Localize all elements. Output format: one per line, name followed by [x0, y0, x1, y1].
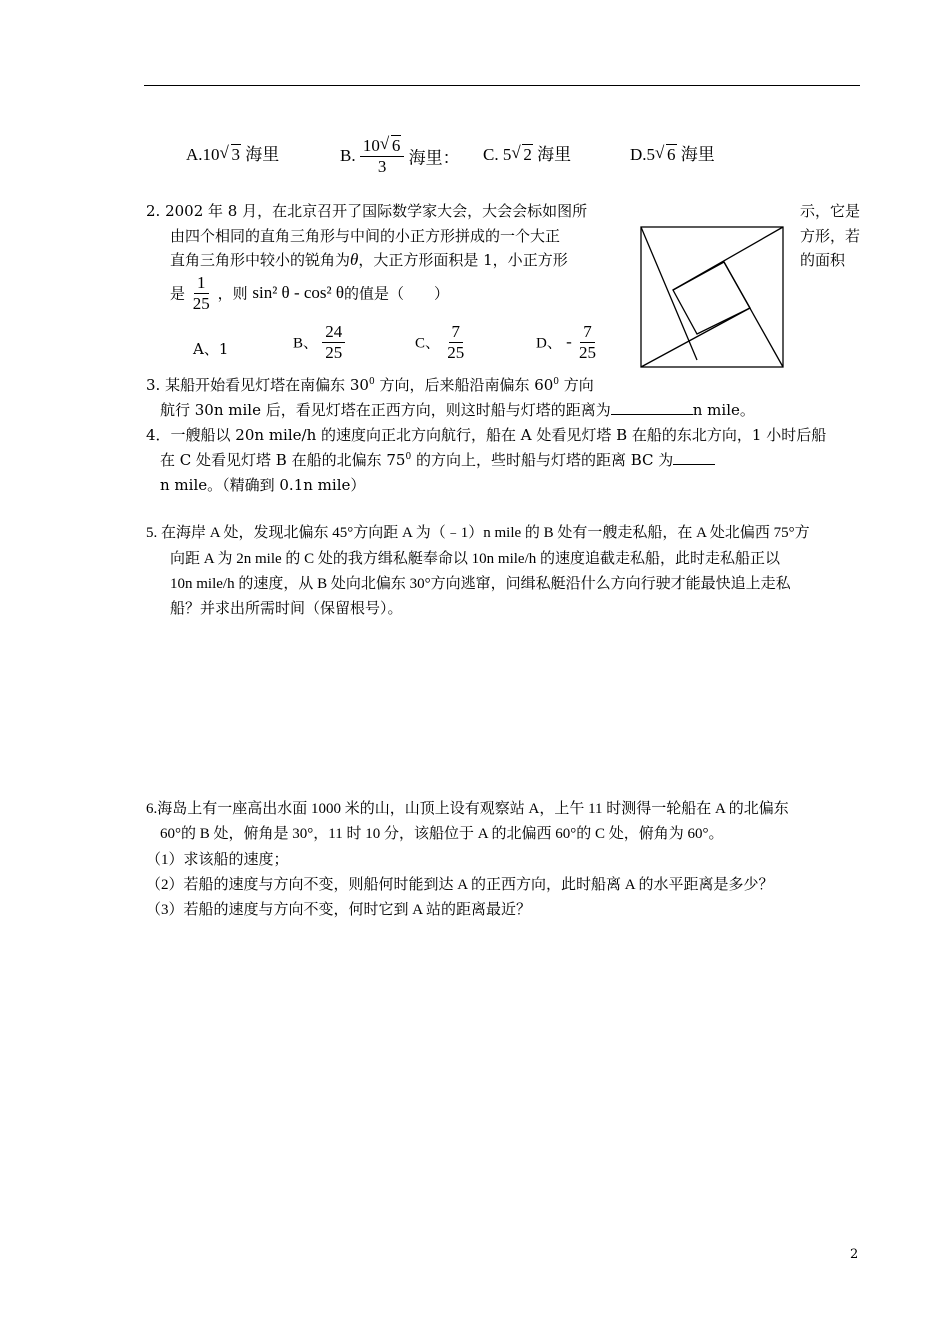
q2-option-b: B、 $\frac{24}{25}$ — [293, 322, 345, 362]
q4-line2: 在 C 处看见灯塔 B 在船的北偏东 $75^0$ 的方向上，些时船与灯塔的距离 BC 为 — [160, 449, 715, 470]
fraction: $\frac{1}{25}$ — [192, 273, 210, 313]
q2-line2-right: 方形，若 — [800, 227, 861, 245]
outer-square — [641, 227, 783, 367]
q1-option-b: B. 10 √ 6 3 海里： — [340, 134, 460, 176]
triangle-edge — [641, 308, 750, 367]
q2-line3: 直角三角形中较小的锐角为θ，大正方形面积是 1，小正方形 — [170, 250, 568, 269]
q6-part3: （3）若船的速度与方向不变，何时它到 A 站的距离最近？ — [146, 902, 532, 918]
fraction: $\frac{7}{25}$ — [579, 322, 597, 362]
q1-option-d: D.5 √ 6 海里 — [630, 143, 715, 164]
q6-part1: （1）求该船的速度； — [146, 852, 289, 868]
q2-line2: 由四个相同的直角三角形与中间的小正方形拼成的一个大正 — [170, 227, 561, 245]
pinwheel-square-figure — [638, 224, 786, 370]
q2-line1-right: 示，它是 — [800, 202, 861, 220]
sqrt-icon: √ 6 — [655, 143, 676, 164]
fraction: 10 √ 6 3 — [360, 136, 405, 176]
sqrt-icon: √ 3 — [219, 143, 241, 164]
answer-blank[interactable] — [673, 450, 715, 465]
page-number: 2 — [850, 1247, 859, 1262]
header-rule — [144, 85, 860, 86]
q3-line2: 航行 30n mile 后，看见灯塔在正西方向，则这时船与灯塔的距离为 n mile。 — [160, 401, 755, 419]
q5-line4: 船？并求出所需时间（保留根号）。 — [170, 601, 403, 617]
answer-blank[interactable] — [611, 400, 693, 415]
triangle-edge — [641, 227, 697, 360]
sqrt-icon: √ 6 — [379, 134, 401, 155]
q5-line3: 10n mile/h 的速度，从 B 处向北偏东 30°方向逃窜，问缉私艇沿什么方向行驶才能最快追上走私 — [170, 576, 791, 592]
q1-option-a: A.10 √ 3 海里 — [186, 143, 280, 164]
q4-line1: 4．一艘船以 20n mile/h 的速度向正北方向航行，船在 A 处看见灯塔 B 在船的东北方向，1 小时后船 — [146, 426, 827, 444]
q2-line4: 是 $\frac{1}{25}$ ，则 sin² θ - cos² θ的值是（ ） — [170, 273, 450, 313]
q2-option-d: D、 - $\frac{7}{25}$ — [536, 322, 599, 362]
sqrt-icon: √ 2 — [511, 143, 532, 164]
q2-option-c: C、 $\frac{7}{25}$ — [415, 322, 467, 362]
q6-line2: 60°的 B 处，俯角是 30°，11 时 10 分，该船位于 A 的北偏西 60°的 C 处，俯角为 60°。 — [160, 826, 724, 842]
q6-part2: （2）若船的速度与方向不变，则船何时能到达 A 的正西方向，此时船离 A 的水平距离是多少？ — [146, 877, 774, 893]
fraction: $\frac{24}{25}$ — [322, 322, 345, 362]
q6-line1: 6.海岛上有一座高出水面 1000 米的山，山顶上设有观察站 A，上午 11 时测得一轮船在 A 的北偏东 — [146, 801, 789, 817]
q2-line1: 2. 2002 年 8 月，在北京召开了国际数学家大会，大会会标如图所 — [146, 202, 588, 220]
fraction: $\frac{7}{25}$ — [447, 322, 465, 362]
q4-line3: n mile。（精确到 0.1n mile） — [160, 476, 366, 494]
inner-square — [673, 262, 750, 334]
q5-line2: 向距 A 为 2n mile 的 C 处的我方缉私艇奉命以 10n mile/h 的速度追截走私船，此时走私船正以 — [170, 551, 781, 567]
q2-option-a: A、1 — [193, 340, 229, 358]
q1-option-c: C. 5 √ 2 海里 — [483, 143, 572, 164]
q3-line1: 3. 某船开始看见灯塔在南偏东 $30^0$ 方向，后来船沿南偏东 $60^0$ 方向 — [146, 376, 594, 394]
q5-line1: 5. 在海岸 A 处，发现北偏东 45°方向距 A 为（﹣1）n mile 的 B 处有一艘走私船，在 A 处北偏西 75°方 — [146, 525, 810, 541]
q2-line3-right: 的面积 — [800, 251, 846, 269]
